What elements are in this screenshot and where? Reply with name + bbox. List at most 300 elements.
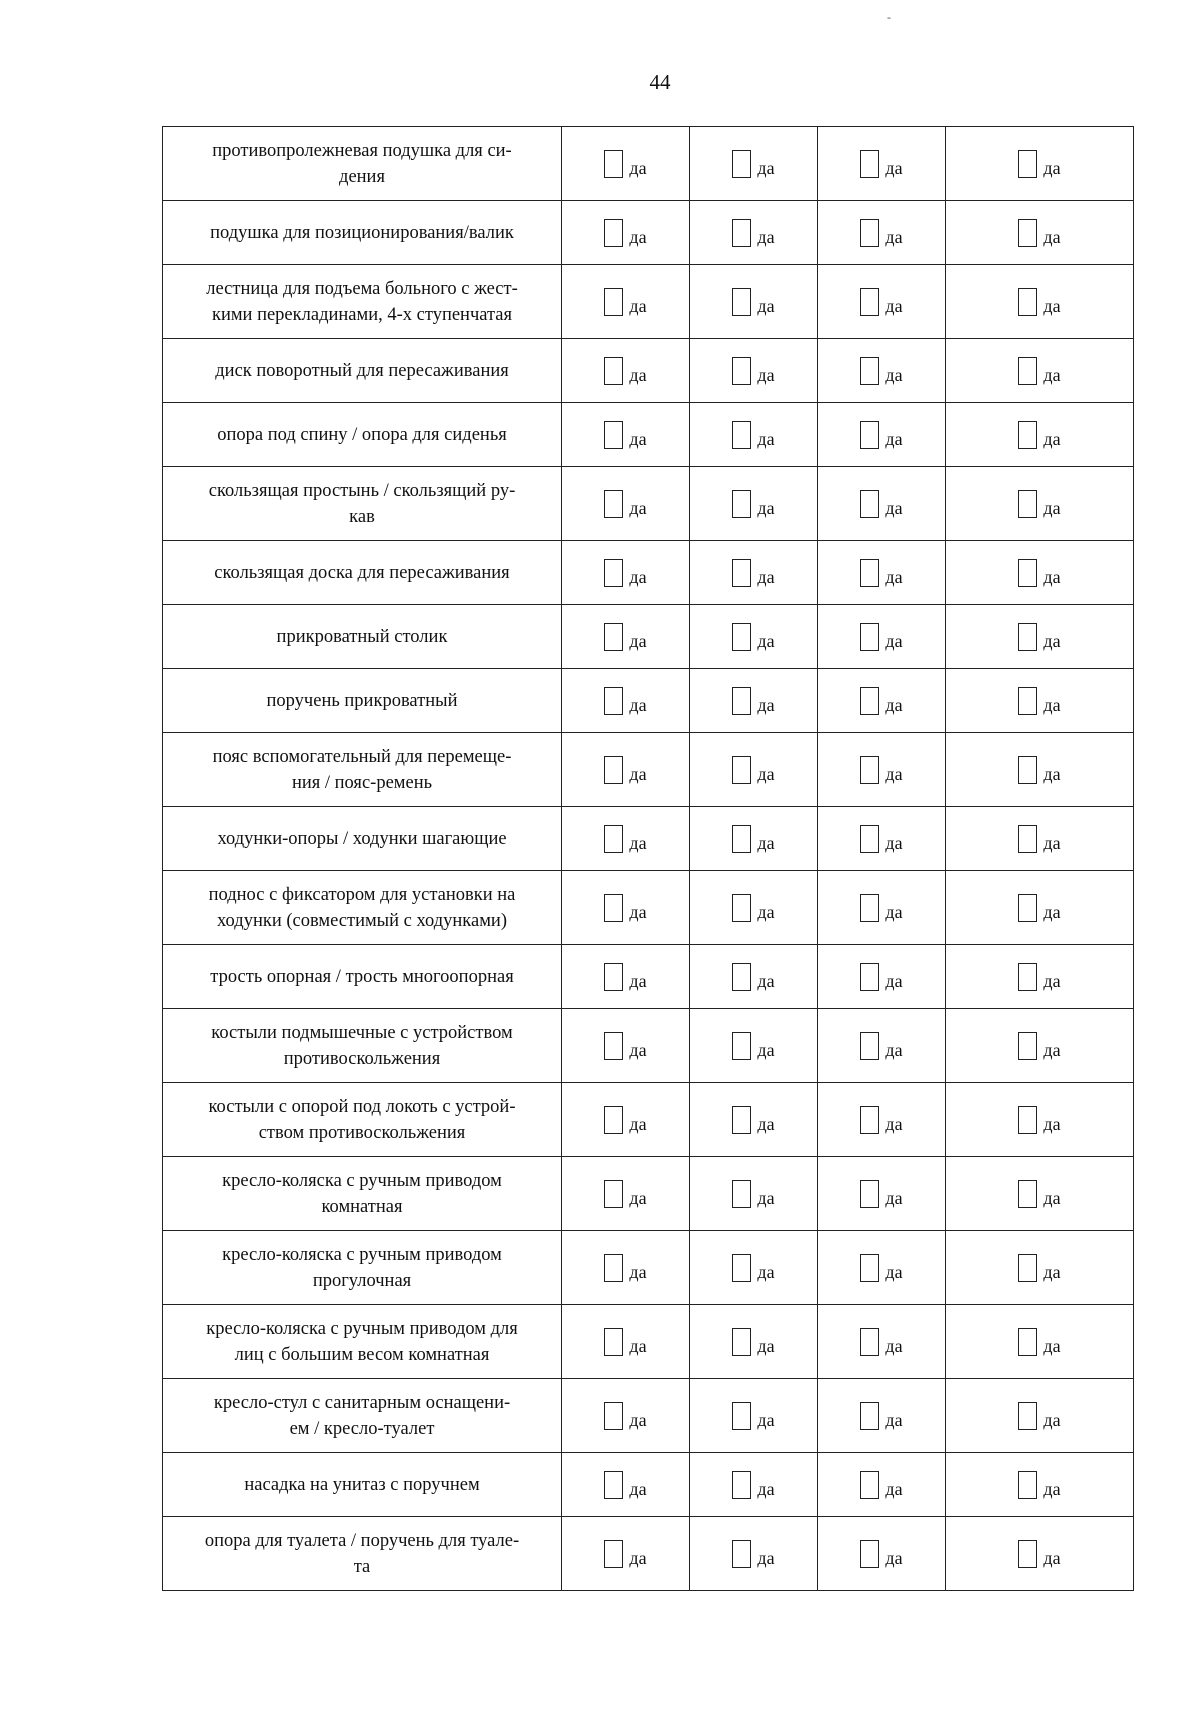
yes-checkbox[interactable] — [1018, 490, 1037, 518]
table-row — [163, 1517, 1134, 1591]
yes-option[interactable] — [860, 1471, 902, 1499]
yes-checkbox[interactable] — [732, 623, 751, 651]
yes-checkbox[interactable] — [732, 756, 751, 784]
yes-label: да — [885, 227, 903, 247]
item-label-line: ходунки-опоры / ходунки шагающие — [217, 828, 507, 849]
yes-checkbox[interactable] — [1018, 1180, 1037, 1208]
option-cell — [818, 467, 946, 541]
yes-option[interactable] — [860, 963, 902, 991]
yes-option[interactable] — [860, 756, 902, 784]
yes-option[interactable] — [1018, 421, 1060, 449]
yes-checkbox[interactable] — [860, 1106, 879, 1134]
yes-label: да — [1043, 631, 1061, 651]
yes-option[interactable] — [860, 1106, 902, 1134]
option-cell — [562, 1379, 690, 1453]
yes-checkbox[interactable] — [1018, 687, 1037, 715]
yes-checkbox[interactable] — [732, 1471, 751, 1499]
option-cell — [818, 1517, 946, 1591]
yes-option[interactable] — [1018, 1180, 1060, 1208]
yes-checkbox[interactable] — [732, 490, 751, 518]
yes-checkbox[interactable] — [860, 1471, 879, 1499]
yes-label: да — [757, 1410, 775, 1430]
yes-label: да — [757, 631, 775, 651]
yes-checkbox[interactable] — [1018, 559, 1037, 587]
yes-checkbox[interactable] — [860, 357, 879, 385]
option-cell — [690, 1083, 818, 1157]
yes-label: да — [1043, 1188, 1061, 1208]
table-row — [163, 339, 1134, 403]
yes-option[interactable] — [604, 357, 646, 385]
yes-label: да — [757, 1114, 775, 1134]
yes-label: да — [1043, 296, 1061, 316]
yes-checkbox[interactable] — [604, 1254, 623, 1282]
item-label-line: лестница для подъема больного с жест- — [206, 278, 518, 299]
option-cell — [946, 945, 1134, 1009]
yes-option[interactable] — [732, 1402, 774, 1430]
item-label-line: ем / кресло-туалет — [289, 1418, 435, 1439]
option-cell — [690, 1231, 818, 1305]
yes-label: да — [757, 1548, 775, 1568]
item-label-line: прикроватный столик — [276, 626, 448, 647]
yes-label: да — [629, 227, 647, 247]
item-label-line: подушка для позиционирования/валик — [210, 222, 514, 243]
yes-checkbox[interactable] — [860, 150, 879, 178]
yes-option[interactable] — [604, 490, 646, 518]
yes-option[interactable] — [604, 687, 646, 715]
yes-checkbox[interactable] — [604, 559, 623, 587]
yes-checkbox[interactable] — [732, 1254, 751, 1282]
table-row — [163, 945, 1134, 1009]
yes-checkbox[interactable] — [860, 490, 879, 518]
yes-checkbox[interactable] — [860, 963, 879, 991]
yes-checkbox[interactable] — [860, 825, 879, 853]
yes-option[interactable] — [732, 1180, 774, 1208]
yes-option[interactable] — [1018, 1106, 1060, 1134]
item-label — [163, 1157, 562, 1231]
yes-option[interactable] — [860, 421, 902, 449]
option-cell — [690, 467, 818, 541]
yes-label: да — [1043, 158, 1061, 178]
yes-option[interactable] — [860, 687, 902, 715]
yes-checkbox[interactable] — [1018, 150, 1037, 178]
yes-checkbox[interactable] — [604, 756, 623, 784]
yes-checkbox[interactable] — [1018, 357, 1037, 385]
yes-option[interactable] — [732, 687, 774, 715]
yes-option[interactable] — [860, 1254, 902, 1282]
option-cell — [690, 339, 818, 403]
yes-option[interactable] — [1018, 1032, 1060, 1060]
item-label-line: костыли подмышечные с устройством — [211, 1022, 513, 1043]
yes-option[interactable] — [1018, 219, 1060, 247]
yes-label: да — [757, 1040, 775, 1060]
option-cell — [690, 127, 818, 201]
yes-option[interactable] — [1018, 490, 1060, 518]
yes-option[interactable] — [604, 1254, 646, 1282]
equipment-table — [162, 126, 1134, 1591]
yes-checkbox[interactable] — [860, 559, 879, 587]
yes-checkbox[interactable] — [1018, 894, 1037, 922]
yes-option[interactable] — [860, 288, 902, 316]
yes-option[interactable] — [604, 894, 646, 922]
yes-option[interactable] — [604, 219, 646, 247]
yes-option[interactable] — [732, 1254, 774, 1282]
yes-label: да — [629, 902, 647, 922]
yes-label: да — [757, 1479, 775, 1499]
yes-option[interactable] — [860, 1402, 902, 1430]
yes-option[interactable] — [1018, 825, 1060, 853]
yes-label: да — [757, 429, 775, 449]
yes-checkbox[interactable] — [732, 825, 751, 853]
yes-checkbox[interactable] — [1018, 1540, 1037, 1568]
option-cell — [690, 1453, 818, 1517]
item-label-line: кресло-стул с санитарным оснащени- — [213, 1392, 511, 1413]
option-cell — [946, 127, 1134, 201]
yes-option[interactable] — [860, 219, 902, 247]
yes-option[interactable] — [1018, 623, 1060, 651]
yes-checkbox[interactable] — [604, 1402, 623, 1430]
yes-option[interactable] — [604, 1106, 646, 1134]
option-cell — [818, 127, 946, 201]
yes-label: да — [1043, 902, 1061, 922]
yes-label: да — [629, 764, 647, 784]
yes-option[interactable] — [604, 421, 646, 449]
option-cell — [818, 871, 946, 945]
yes-option[interactable] — [1018, 963, 1060, 991]
yes-option[interactable] — [1018, 1402, 1060, 1430]
yes-checkbox[interactable] — [1018, 756, 1037, 784]
option-cell — [818, 541, 946, 605]
option-cell — [946, 339, 1134, 403]
yes-option[interactable] — [860, 1328, 902, 1356]
yes-option[interactable] — [1018, 894, 1060, 922]
option-cell — [946, 605, 1134, 669]
yes-option[interactable] — [604, 1540, 646, 1568]
yes-checkbox[interactable] — [604, 150, 623, 178]
table-row — [163, 669, 1134, 733]
table-row — [163, 1009, 1134, 1083]
yes-label: да — [757, 1188, 775, 1208]
item-label-line: пояс вспомогательный для перемеще- — [212, 746, 512, 767]
yes-checkbox[interactable] — [732, 1180, 751, 1208]
option-cell — [690, 1009, 818, 1083]
yes-label: да — [629, 1336, 647, 1356]
yes-option[interactable] — [604, 825, 646, 853]
yes-label: да — [629, 1548, 647, 1568]
yes-checkbox[interactable] — [732, 150, 751, 178]
yes-label: да — [757, 158, 775, 178]
yes-option[interactable] — [732, 1032, 774, 1060]
item-label-line: скользящая простынь / скользящий ру- — [208, 480, 516, 501]
yes-option[interactable] — [732, 1106, 774, 1134]
yes-checkbox[interactable] — [860, 1402, 879, 1430]
table-row — [163, 1157, 1134, 1231]
yes-checkbox[interactable] — [732, 1032, 751, 1060]
option-cell — [946, 871, 1134, 945]
yes-option[interactable] — [732, 357, 774, 385]
yes-label: да — [885, 158, 903, 178]
yes-label: да — [757, 902, 775, 922]
yes-checkbox[interactable] — [732, 1402, 751, 1430]
yes-checkbox[interactable] — [860, 1328, 879, 1356]
yes-checkbox[interactable] — [732, 963, 751, 991]
yes-option[interactable] — [860, 150, 902, 178]
yes-label: да — [1043, 1410, 1061, 1430]
yes-label: да — [1043, 1336, 1061, 1356]
yes-checkbox[interactable] — [1018, 1254, 1037, 1282]
option-cell — [562, 339, 690, 403]
yes-checkbox[interactable] — [732, 357, 751, 385]
yes-checkbox[interactable] — [860, 687, 879, 715]
yes-checkbox[interactable] — [1018, 219, 1037, 247]
yes-option[interactable] — [604, 559, 646, 587]
yes-option[interactable] — [732, 894, 774, 922]
yes-checkbox[interactable] — [860, 1032, 879, 1060]
yes-checkbox[interactable] — [860, 894, 879, 922]
yes-checkbox[interactable] — [1018, 963, 1037, 991]
item-label — [163, 541, 562, 605]
option-cell — [946, 201, 1134, 265]
yes-option[interactable] — [732, 559, 774, 587]
yes-label: да — [885, 1548, 903, 1568]
yes-checkbox[interactable] — [732, 1540, 751, 1568]
yes-option[interactable] — [732, 756, 774, 784]
item-label-line: опора для туалета / поручень для туале- — [204, 1530, 520, 1551]
yes-checkbox[interactable] — [1018, 1032, 1037, 1060]
yes-checkbox[interactable] — [1018, 1106, 1037, 1134]
yes-checkbox[interactable] — [1018, 1328, 1037, 1356]
yes-option[interactable] — [604, 963, 646, 991]
option-cell — [690, 403, 818, 467]
yes-checkbox[interactable] — [604, 1180, 623, 1208]
item-label-line: противопролежневая подушка для си- — [212, 140, 512, 161]
yes-option[interactable] — [860, 1540, 902, 1568]
yes-option[interactable] — [732, 1540, 774, 1568]
item-label-line: комнатная — [321, 1196, 403, 1217]
yes-option[interactable] — [1018, 756, 1060, 784]
yes-option[interactable] — [1018, 357, 1060, 385]
yes-label: да — [1043, 429, 1061, 449]
option-cell — [690, 807, 818, 871]
item-label — [163, 733, 562, 807]
option-cell — [562, 807, 690, 871]
item-label-line: диск поворотный для пересаживания — [215, 360, 509, 381]
yes-checkbox[interactable] — [604, 288, 623, 316]
yes-option[interactable] — [1018, 1540, 1060, 1568]
yes-checkbox[interactable] — [604, 894, 623, 922]
option-cell — [946, 541, 1134, 605]
yes-option[interactable] — [1018, 1471, 1060, 1499]
yes-checkbox[interactable] — [860, 288, 879, 316]
yes-checkbox[interactable] — [1018, 1471, 1037, 1499]
yes-checkbox[interactable] — [604, 1540, 623, 1568]
yes-option[interactable] — [860, 825, 902, 853]
yes-checkbox[interactable] — [860, 1540, 879, 1568]
yes-checkbox[interactable] — [1018, 288, 1037, 316]
table-row — [163, 201, 1134, 265]
option-cell — [946, 1009, 1134, 1083]
yes-checkbox[interactable] — [860, 1180, 879, 1208]
yes-label: да — [1043, 227, 1061, 247]
item-label — [163, 127, 562, 201]
yes-label: да — [757, 1262, 775, 1282]
yes-option[interactable] — [1018, 150, 1060, 178]
yes-checkbox[interactable] — [604, 623, 623, 651]
option-cell — [562, 669, 690, 733]
yes-checkbox[interactable] — [604, 687, 623, 715]
yes-label: да — [757, 695, 775, 715]
yes-checkbox[interactable] — [604, 1032, 623, 1060]
yes-label: да — [1043, 1040, 1061, 1060]
yes-option[interactable] — [1018, 1328, 1060, 1356]
option-cell — [946, 1453, 1134, 1517]
yes-label: да — [1043, 1262, 1061, 1282]
yes-checkbox[interactable] — [732, 1106, 751, 1134]
item-label — [163, 1517, 562, 1591]
yes-checkbox[interactable] — [860, 1254, 879, 1282]
yes-option[interactable] — [1018, 288, 1060, 316]
yes-option[interactable] — [604, 756, 646, 784]
yes-checkbox[interactable] — [732, 687, 751, 715]
yes-label: да — [757, 296, 775, 316]
option-cell — [690, 605, 818, 669]
yes-option[interactable] — [860, 559, 902, 587]
yes-checkbox[interactable] — [860, 421, 879, 449]
yes-option[interactable] — [604, 623, 646, 651]
yes-option[interactable] — [860, 490, 902, 518]
item-label — [163, 871, 562, 945]
yes-option[interactable] — [860, 1180, 902, 1208]
yes-label: да — [629, 833, 647, 853]
yes-option[interactable] — [604, 1032, 646, 1060]
yes-option[interactable] — [732, 825, 774, 853]
item-label — [163, 807, 562, 871]
item-label-line: кими перекладинами, 4-х ступенчатая — [211, 304, 513, 325]
table-row — [163, 265, 1134, 339]
yes-checkbox[interactable] — [604, 963, 623, 991]
yes-checkbox[interactable] — [732, 219, 751, 247]
yes-label: да — [1043, 1479, 1061, 1499]
item-label-line: ством противоскольжения — [258, 1122, 466, 1143]
item-label-line: прогулочная — [312, 1270, 412, 1291]
yes-label: да — [885, 498, 903, 518]
yes-option[interactable] — [732, 150, 774, 178]
yes-option[interactable] — [732, 623, 774, 651]
yes-checkbox[interactable] — [604, 1328, 623, 1356]
option-cell — [562, 871, 690, 945]
yes-checkbox[interactable] — [604, 490, 623, 518]
table-row — [163, 807, 1134, 871]
yes-option[interactable] — [860, 1032, 902, 1060]
yes-checkbox[interactable] — [1018, 825, 1037, 853]
yes-option[interactable] — [732, 1328, 774, 1356]
yes-option[interactable] — [604, 150, 646, 178]
yes-checkbox[interactable] — [860, 623, 879, 651]
option-cell — [690, 733, 818, 807]
yes-label: да — [629, 1479, 647, 1499]
yes-label: да — [885, 631, 903, 651]
table-row — [163, 605, 1134, 669]
yes-checkbox[interactable] — [604, 219, 623, 247]
item-label-line: поручень прикроватный — [266, 690, 458, 711]
yes-label: да — [1043, 971, 1061, 991]
yes-checkbox[interactable] — [1018, 421, 1037, 449]
yes-checkbox[interactable] — [604, 421, 623, 449]
yes-checkbox[interactable] — [604, 825, 623, 853]
yes-option[interactable] — [604, 1471, 646, 1499]
option-cell — [818, 1453, 946, 1517]
option-cell — [562, 605, 690, 669]
yes-label: да — [885, 429, 903, 449]
yes-option[interactable] — [860, 894, 902, 922]
yes-label: да — [629, 498, 647, 518]
yes-option[interactable] — [732, 219, 774, 247]
yes-option[interactable] — [732, 288, 774, 316]
yes-checkbox[interactable] — [1018, 1402, 1037, 1430]
option-cell — [690, 265, 818, 339]
table-row — [163, 1305, 1134, 1379]
yes-checkbox[interactable] — [732, 288, 751, 316]
yes-option[interactable] — [732, 963, 774, 991]
yes-option[interactable] — [1018, 559, 1060, 587]
yes-option[interactable] — [732, 1471, 774, 1499]
option-cell — [818, 945, 946, 1009]
yes-checkbox[interactable] — [732, 1328, 751, 1356]
option-cell — [818, 1083, 946, 1157]
item-label — [163, 945, 562, 1009]
yes-option[interactable] — [860, 623, 902, 651]
item-label-line: кресло-коляска с ручным приводом для — [206, 1318, 518, 1339]
item-label — [163, 403, 562, 467]
yes-option[interactable] — [1018, 1254, 1060, 1282]
option-cell — [946, 265, 1134, 339]
option-cell — [818, 403, 946, 467]
item-label — [163, 1453, 562, 1517]
yes-checkbox[interactable] — [732, 894, 751, 922]
yes-checkbox[interactable] — [604, 1106, 623, 1134]
yes-label: да — [757, 833, 775, 853]
yes-checkbox[interactable] — [860, 219, 879, 247]
option-cell — [818, 605, 946, 669]
yes-label: да — [629, 567, 647, 587]
yes-option[interactable] — [1018, 687, 1060, 715]
yes-checkbox[interactable] — [1018, 623, 1037, 651]
yes-option[interactable] — [860, 357, 902, 385]
yes-option[interactable] — [604, 1180, 646, 1208]
yes-option[interactable] — [604, 1402, 646, 1430]
yes-option[interactable] — [604, 288, 646, 316]
option-cell — [818, 1231, 946, 1305]
item-label-line: ния / пояс-ремень — [291, 772, 433, 793]
item-label-line: ходунки (совместимый с ходунками) — [217, 910, 507, 931]
yes-option[interactable] — [732, 421, 774, 449]
yes-checkbox[interactable] — [604, 1471, 623, 1499]
yes-checkbox[interactable] — [604, 357, 623, 385]
option-cell — [562, 1083, 690, 1157]
option-cell — [818, 1009, 946, 1083]
yes-label: да — [885, 1262, 903, 1282]
yes-checkbox[interactable] — [732, 559, 751, 587]
option-cell — [690, 871, 818, 945]
yes-option[interactable] — [604, 1328, 646, 1356]
item-label-line: поднос с фиксатором для установки на — [208, 884, 516, 905]
yes-checkbox[interactable] — [860, 756, 879, 784]
yes-option[interactable] — [732, 490, 774, 518]
yes-label: да — [629, 158, 647, 178]
yes-label: да — [1043, 764, 1061, 784]
table-row — [163, 1379, 1134, 1453]
yes-checkbox[interactable] — [732, 421, 751, 449]
option-cell — [562, 945, 690, 1009]
